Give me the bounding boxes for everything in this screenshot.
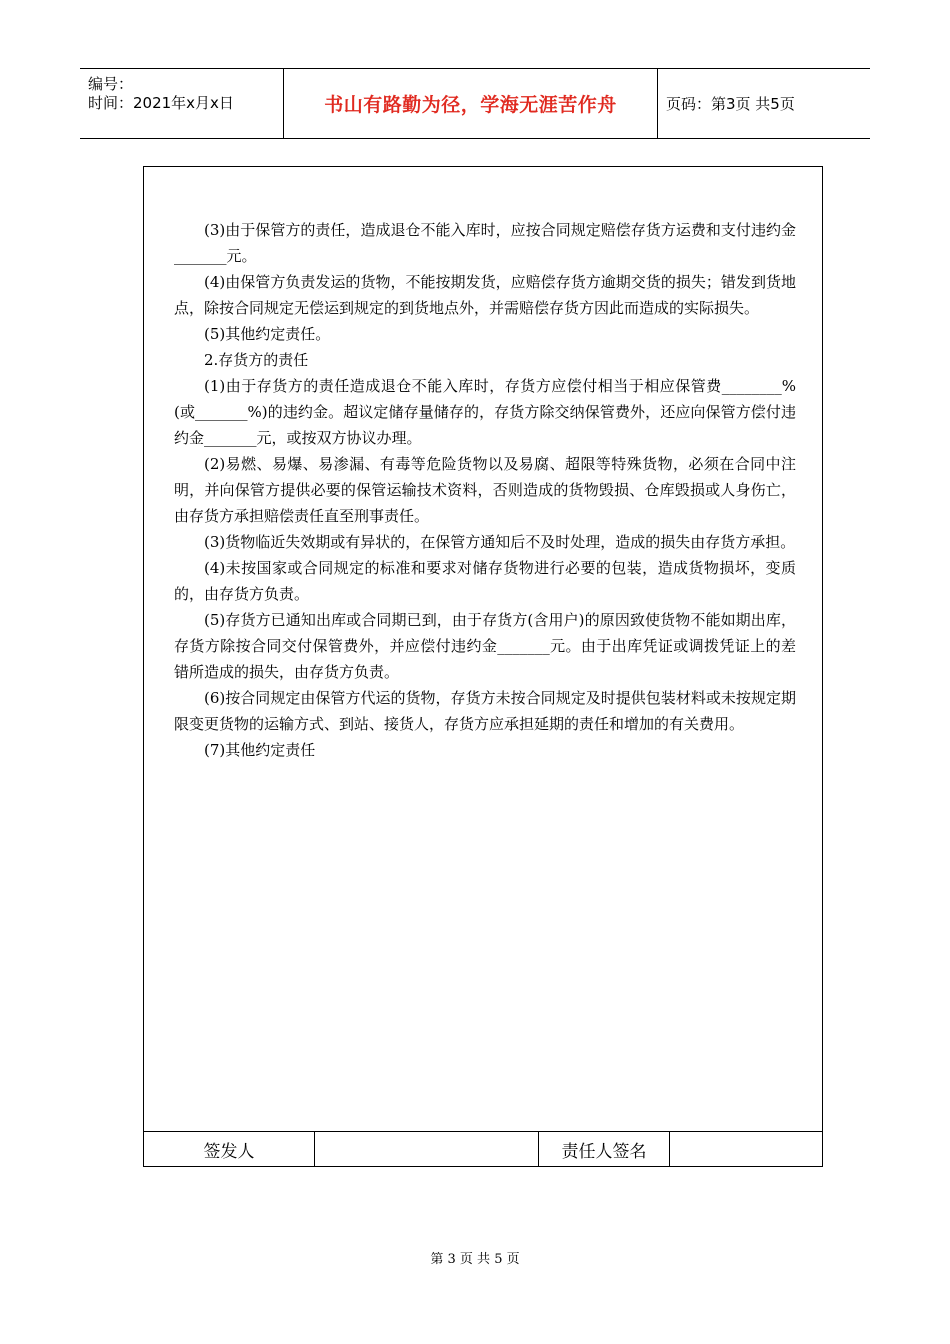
number-label: 编号： <box>88 75 134 93</box>
paragraph: (5)存货方已通知出库或合同期已到，由于存货方(含用户)的原因致使货物不能如期出库，存货方除按合同交付保管费外，并应偿付违约金_______元。由于出库凭证或调拨凭证上的差错所造成的损失，由存货方负责。 <box>174 611 796 681</box>
header-left-cell <box>80 69 284 138</box>
paragraph: (6)按合同规定由保管方代运的货物，存货方未按合同规定及时提供包装材料或未按规定期限变更货物的运输方式、到站、接货人，存货方应承担延期的责任和增加的有关费用。 <box>174 689 796 733</box>
document-header <box>80 68 870 139</box>
contract-content <box>174 217 796 763</box>
section-heading: 2.存货方的责任 <box>204 351 309 369</box>
paragraph: (3)由于保管方的责任，造成退仓不能入库时，应按合同规定赔偿存货方运费和支付违约金_______元。 <box>174 221 796 265</box>
paragraph: (7)其他约定责任 <box>204 741 316 759</box>
paragraph: (1)由于存货方的责任造成退仓不能入库时，存货方应偿付相当于相应保管费________%(或_______%)的违约金。超议定储存量储存的，存货方除交纳保管费外，还应向保管方偿付违约金_______元，或按双方协议办理。 <box>174 377 796 447</box>
date-line: 时间：2021年x月x日 <box>88 94 234 112</box>
responsible-signature-field[interactable] <box>670 1132 822 1166</box>
page-footer: 第 3 页 共 5 页 <box>430 1252 520 1267</box>
issuer-field[interactable] <box>315 1132 539 1166</box>
signature-row <box>144 1131 822 1166</box>
contract-box <box>143 166 823 1167</box>
issuer-label: 签发人 <box>144 1132 315 1166</box>
header-motto-cell <box>284 69 658 138</box>
paragraph: (4)未按国家或合同规定的标准和要求对储存货物进行必要的包装，造成货物损坏，变质的，由存货方负责。 <box>174 559 796 603</box>
paragraph: (4)由保管方负责发运的货物，不能按期发货，应赔偿存货方逾期交货的损失；错发到货地点，除按合同规定无偿运到规定的到货地点外，并需赔偿存货方因此而造成的实际损失。 <box>174 273 796 317</box>
paragraph: (5)其他约定责任。 <box>204 325 331 343</box>
paragraph: (3)货物临近失效期或有异状的，在保管方通知后不及时处理，造成的损失由存货方承担。 <box>204 533 796 551</box>
responsible-signature-label: 责任人签名 <box>539 1132 670 1166</box>
page-info: 页码：第3页 共5页 <box>666 95 795 113</box>
paragraph: (2)易燃、易爆、易渗漏、有毒等危险货物以及易腐、超限等特殊货物，必须在合同中注明，并向保管方提供必要的保管运输技术资料，否则造成的货物毁损、仓库毁损或人身伤亡，由存货方承担赔偿责任直至刑事责任。 <box>174 455 796 525</box>
header-page-cell <box>658 69 870 138</box>
motto-text: 书山有路勤为径，学海无涯苦作舟 <box>324 94 617 116</box>
